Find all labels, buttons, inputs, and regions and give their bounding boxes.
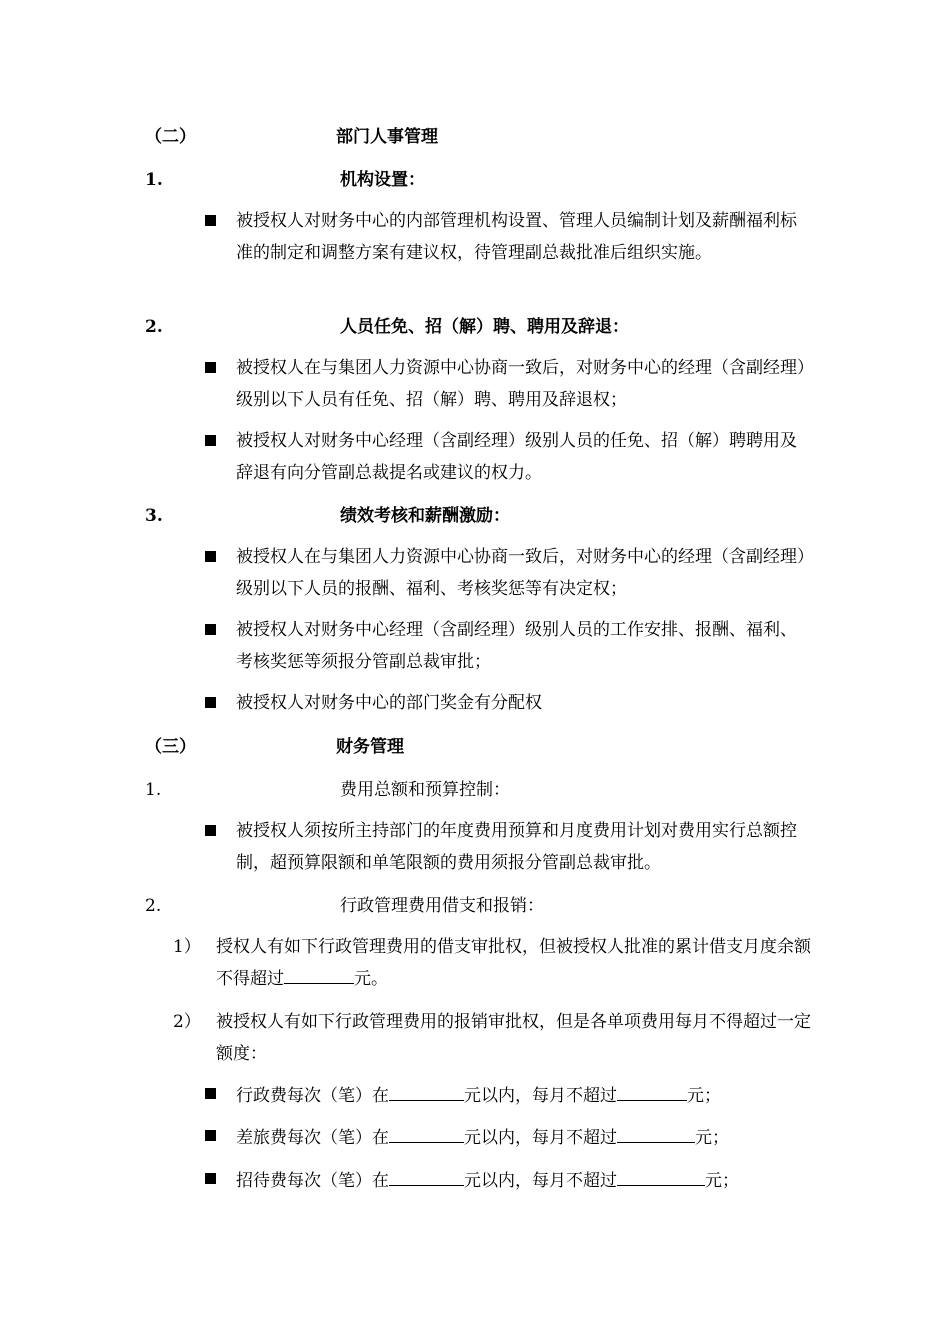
per-item-limit-blank[interactable] — [389, 1126, 464, 1143]
item-title: 行政管理费用借支和报销： — [340, 896, 544, 916]
square-bullet-icon — [205, 624, 216, 635]
section-label: （二） — [145, 127, 196, 147]
item-title: 机构设置： — [340, 170, 425, 190]
monthly-limit-blank[interactable] — [617, 1084, 687, 1101]
fee-name: 差旅费每次（笔）在 — [236, 1128, 389, 1148]
square-bullet-icon — [205, 1130, 216, 1141]
bullet-text: 被授权人对财务中心经理（含副经理）级别人员的工作安排、报酬、福利、考核奖惩等须报分管副总裁审批； — [236, 620, 797, 672]
fee-mid: 元以内，每月不超过 — [464, 1128, 617, 1148]
fee-mid: 元以内，每月不超过 — [464, 1086, 617, 1106]
square-bullet-icon — [205, 435, 216, 446]
square-bullet-icon — [205, 362, 216, 373]
square-bullet-icon — [205, 1088, 216, 1099]
section-title: 财务管理 — [336, 737, 404, 757]
fee-mid: 元以内，每月不超过 — [464, 1171, 617, 1191]
item-title: 费用总额和预算控制： — [340, 780, 510, 800]
fee-end: 元； — [687, 1086, 721, 1106]
item-title: 绩效考核和薪酬激励： — [340, 506, 510, 526]
bullet-text: 被授权人对财务中心的部门奖金有分配权 — [236, 693, 542, 713]
bullet-text: 被授权人在与集团人力资源中心协商一致后，对财务中心的经理（含副经理）级别以下人员有任免、招（解）聘、聘用及辞退权； — [236, 358, 806, 410]
item-number: 1. — [145, 780, 162, 800]
item-number: 1. — [145, 170, 163, 190]
fee-end: 元； — [695, 1128, 729, 1148]
per-item-limit-blank[interactable] — [389, 1169, 464, 1186]
fee-name: 招待费每次（笔）在 — [236, 1171, 389, 1191]
subitem-text: 被授权人有如下行政管理费用的报销审批权，但是各单项费用每月不得超过一定额度： — [216, 1012, 811, 1064]
item-number: 3. — [145, 506, 163, 526]
item-number: 2. — [145, 317, 163, 337]
item-title: 人员任免、招（解）聘、聘用及辞退： — [340, 317, 629, 337]
subitem-text — [216, 931, 811, 995]
subitem-text-after: 元。 — [354, 969, 388, 989]
item-number: 2. — [145, 896, 162, 916]
square-bullet-icon — [205, 215, 216, 226]
fee-line — [236, 1126, 729, 1148]
fee-name: 行政费每次（笔）在 — [236, 1086, 389, 1106]
square-bullet-icon — [205, 697, 216, 708]
fee-line — [236, 1169, 739, 1191]
square-bullet-icon — [205, 1173, 216, 1184]
bullet-text: 被授权人须按所主持部门的年度费用预算和月度费用计划对费用实行总额控制，超预算限额和单笔限额的费用须报分管副总裁审批。 — [236, 821, 797, 873]
square-bullet-icon — [205, 551, 216, 562]
monthly-limit-blank[interactable] — [617, 1169, 705, 1186]
section-title: 部门人事管理 — [336, 127, 438, 147]
per-item-limit-blank[interactable] — [389, 1084, 464, 1101]
bullet-text: 被授权人对财务中心的内部管理机构设置、管理人员编制计划及薪酬福利标准的制定和调整方案有建议权，待管理副总裁批准后组织实施。 — [236, 211, 797, 263]
subitem-text-before: 授权人有如下行政管理费用的借支审批权，但被授权人批准的累计借支月度余额不得超过 — [216, 937, 811, 989]
monthly-limit-blank[interactable] — [617, 1126, 695, 1143]
subitem-number: 2） — [173, 1012, 201, 1032]
bullet-text: 被授权人在与集团人力资源中心协商一致后，对财务中心的经理（含副经理）级别以下人员的报酬、福利、考核奖惩等有决定权； — [236, 547, 806, 599]
subitem-number: 1） — [173, 937, 201, 957]
fee-line — [236, 1084, 721, 1106]
bullet-text: 被授权人对财务中心经理（含副经理）级别人员的任免、招（解）聘聘用及辞退有向分管副总裁提名或建议的权力。 — [236, 431, 797, 483]
amount-blank[interactable] — [284, 967, 354, 984]
section-label: （三） — [145, 737, 196, 757]
fee-end: 元； — [705, 1171, 739, 1191]
square-bullet-icon — [205, 825, 216, 836]
